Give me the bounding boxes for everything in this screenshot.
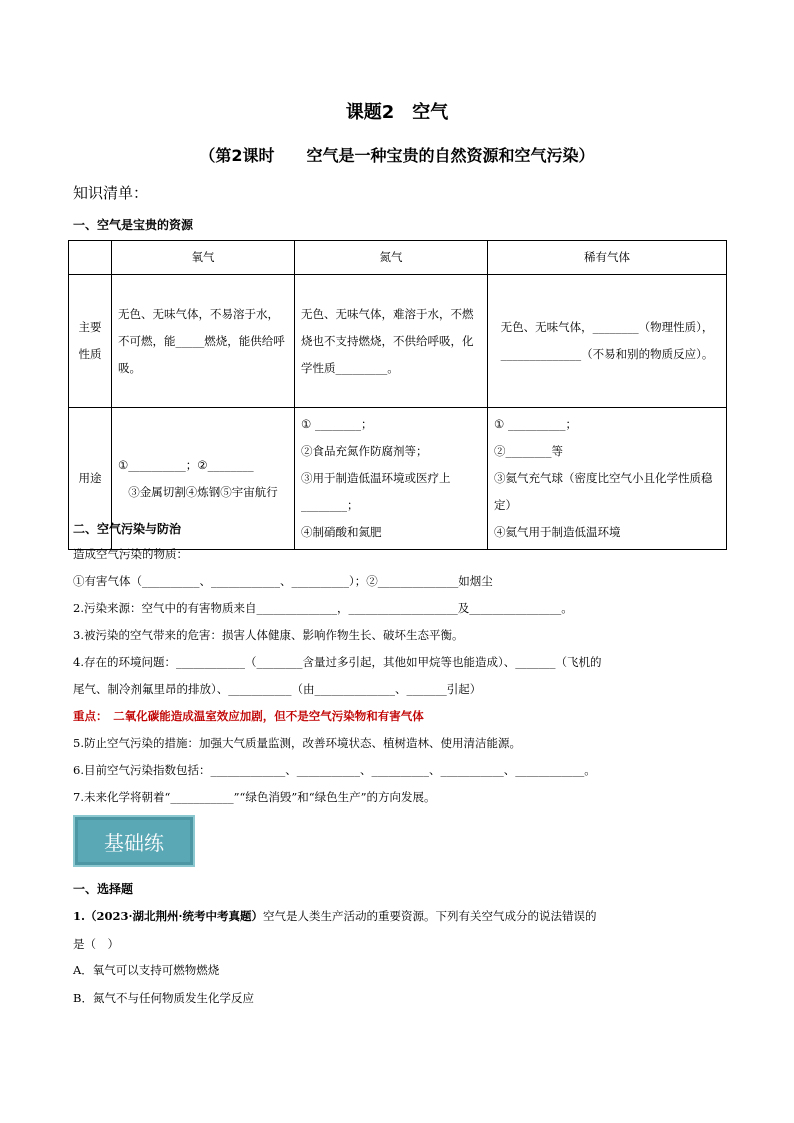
cell-nitrogen-props: 无色、无味气体，难溶于水，不燃烧也不支持燃烧，不供给呼吸，化学性质_________。 <box>295 275 488 408</box>
question-text-cont: 是（ ） <box>73 937 119 951</box>
text-line: ①有害气体（__________、____________、__________）；②______________如烟尘 <box>73 574 493 588</box>
table-row-properties <box>69 275 727 408</box>
col-rare-gas: 稀有气体 <box>488 241 727 275</box>
corner-cell <box>69 241 112 275</box>
col-oxygen: 氧气 <box>112 241 295 275</box>
gas-properties-table <box>68 240 727 550</box>
knowledge-heading: 知识清单： <box>73 184 149 202</box>
section2-heading: 二、空气污染与防治 <box>73 522 182 536</box>
text-line: 6.目前空气污染指数包括：_____________、___________、__________、___________、____________。 <box>73 763 596 777</box>
question-source: 1.（2023·湖北荆州·统考中考真题） <box>73 909 264 923</box>
text-line: 2.污染来源：空气中的有害物质来自______________，___________________及________________。 <box>73 601 573 615</box>
rare-use-line: ① __________； <box>494 417 577 431</box>
nitrogen-use-line: ③用于制造低温环境或医疗上________； <box>301 471 451 512</box>
oxygen-use-line: ①__________；②________ <box>118 457 254 472</box>
row-label-uses: 用途 <box>69 408 112 550</box>
cell-oxygen-props: 无色、无味气体，不易溶于水，不可燃，能_____燃烧，能供给呼吸。 <box>112 275 295 408</box>
rare-use-line: ④氦气用于制造低温环境 <box>494 525 621 539</box>
page-title: 课题2 空气 <box>345 102 449 123</box>
cell-rare-uses <box>488 408 727 550</box>
section1-heading: 一、空气是宝贵的资源 <box>73 218 194 232</box>
cell-nitrogen-uses <box>295 408 488 550</box>
row-label-properties: 主要性质 <box>69 275 112 408</box>
option-b: B．氮气不与任何物质发生化学反应 <box>73 991 254 1005</box>
option-a: A．氧气可以支持可燃物燃烧 <box>73 963 220 977</box>
page-subtitle: （第2课时 空气是一种宝贵的自然资源和空气污染） <box>199 146 595 165</box>
question-text: 空气是人类生产活动的重要资源。下列有关空气成分的说法错误的 <box>263 909 597 923</box>
text-line: 7.未来化学将朝着“___________”“绿色消毁”和“绿色生产”的方向发展。 <box>73 790 436 804</box>
text-line: 4.存在的环境问题：____________（________含量过多引起，其他如甲烷等也能造成）、_______（飞机的 <box>73 655 602 669</box>
choice-section-heading: 一、选择题 <box>73 882 134 896</box>
text-line: 造成空气污染的物质： <box>73 547 188 561</box>
text-line: 3.被污染的空气带来的危害：损害人体健康、影响作物生长、破坏生态平衡。 <box>73 628 464 642</box>
text-line: 尾气、制冷剂氟里昂的排放）、___________（由______________、_______引起） <box>73 682 482 696</box>
nitrogen-use-line: ① ________； <box>301 417 373 431</box>
oxygen-use-line: ③金属切割④炼钢⑤宇宙航行 <box>128 484 278 499</box>
nitrogen-use-line: ②食品充氮作防腐剂等； <box>301 444 428 458</box>
col-nitrogen: 氮气 <box>295 241 488 275</box>
text-line: 5.防止空气污染的措施：加强大气质量监测，改善环境状态、植树造林、使用清洁能源。 <box>73 736 521 750</box>
table-header-row <box>69 241 727 275</box>
question-1 <box>73 902 723 958</box>
rare-use-line: ②________等 <box>494 444 563 458</box>
emphasis-note: 重点： 二氧化碳能造成温室效应加剧，但不是空气污染物和有害气体 <box>73 709 424 723</box>
cell-rare-props: 无色、无味气体，________（物理性质），______________（不易和别的物质反应）。 <box>488 275 727 408</box>
nitrogen-use-line: ④制硝酸和氮肥 <box>301 525 382 539</box>
basic-practice-banner: 基础练 <box>73 815 195 867</box>
rare-use-line: ③氦气充气球（密度比空气小且化学性质稳定） <box>494 471 713 512</box>
